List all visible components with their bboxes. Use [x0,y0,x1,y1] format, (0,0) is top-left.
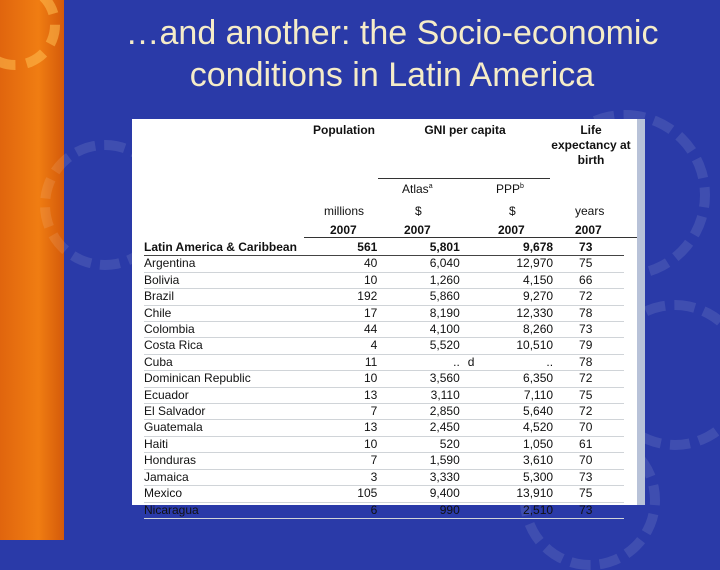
cell-note [468,404,488,420]
cell-ppp: .. [488,354,561,370]
cell-atlas: 990 [395,502,467,518]
cell-population: 561 [319,240,396,256]
cell-life: 75 [561,256,624,272]
cell-atlas: 520 [395,436,467,452]
atlas-note-marker: a [428,183,433,190]
cell-name: Ecuador [144,387,319,403]
cell-life: 79 [561,338,624,354]
cell-life: 75 [561,387,624,403]
cell-note [468,436,488,452]
table-edge-shadow [637,119,645,505]
cell-life: 73 [561,502,624,518]
cell-atlas: 4,100 [395,322,467,338]
table-row [144,322,624,338]
cell-atlas: 3,330 [395,469,467,485]
cell-atlas: 2,450 [395,420,467,436]
cell-life: 70 [561,420,624,436]
cell-name: Costa Rica [144,338,319,354]
cell-note [468,453,488,469]
table-row [144,502,624,518]
cell-atlas: 8,190 [395,305,467,321]
cell-ppp: 13,910 [488,486,561,502]
table-row [144,469,624,485]
cell-ppp: 9,270 [488,289,561,305]
unit-population: millions [324,204,365,218]
cell-atlas: 5,801 [395,240,467,256]
cell-name: El Salvador [144,404,319,420]
cell-note [468,486,488,502]
cell-life: 72 [561,404,624,420]
unit-atlas: $ [415,204,422,218]
cell-name: Argentina [144,256,319,272]
year-ppp: 2007 [498,223,525,237]
cell-name: Honduras [144,453,319,469]
table-row [144,256,624,272]
cell-ppp: 7,110 [488,387,561,403]
cell-life: 78 [561,305,624,321]
unit-ppp: $ [509,204,516,218]
table-row [144,354,624,370]
cell-life: 72 [561,371,624,387]
table-row [144,305,624,321]
year-atlas: 2007 [404,223,431,237]
table-row [144,387,624,403]
cell-population: 13 [319,387,396,403]
cell-population: 6 [319,502,396,518]
cell-population: 40 [319,256,396,272]
cell-atlas: 1,260 [395,272,467,288]
cell-atlas: 5,520 [395,338,467,354]
ppp-label: PPP [496,182,521,196]
cell-life: 73 [561,322,624,338]
cell-name: Dominican Republic [144,371,319,387]
cell-atlas: 3,110 [395,387,467,403]
header-gni-per-capita: GNI per capita [424,123,506,137]
cell-note: d [468,354,488,370]
cell-name: Haiti [144,436,319,452]
cell-atlas: 3,560 [395,371,467,387]
cell-life: 70 [561,453,624,469]
cell-name: Nicaragua [144,502,319,518]
table-row [144,338,624,354]
cell-population: 10 [319,272,396,288]
cell-population: 44 [319,322,396,338]
cell-name: Brazil [144,289,319,305]
cell-population: 13 [319,420,396,436]
cell-ppp: 3,610 [488,453,561,469]
cell-life: 73 [561,240,624,256]
title-line-1: …and another: the Socio-economic [125,14,659,52]
cell-population: 3 [319,469,396,485]
decorative-side-strip [0,0,64,540]
cell-note [468,289,488,305]
cell-note [468,387,488,403]
cell-name: Latin America & Caribbean [144,240,319,256]
cell-atlas: 6,040 [395,256,467,272]
atlas-label: Atlas [402,182,429,196]
cell-note [468,371,488,387]
cell-note [468,322,488,338]
subheader-ppp [496,182,524,196]
cell-life: 78 [561,354,624,370]
cell-note [468,272,488,288]
cell-population: 105 [319,486,396,502]
table-row [144,453,624,469]
cell-note [468,420,488,436]
cell-population: 7 [319,404,396,420]
cell-population: 10 [319,371,396,387]
cell-life: 61 [561,436,624,452]
year-population: 2007 [330,223,357,237]
table-row [144,404,624,420]
cell-ppp: 10,510 [488,338,561,354]
cell-ppp: 4,150 [488,272,561,288]
cell-name: Bolivia [144,272,319,288]
table-row [144,289,624,305]
cell-ppp: 1,050 [488,436,561,452]
cell-ppp: 8,260 [488,322,561,338]
cell-population: 11 [319,354,396,370]
cell-ppp: 12,330 [488,305,561,321]
cell-ppp: 9,678 [488,240,561,256]
table-row [144,371,624,387]
table-row [144,436,624,452]
header-life-expectancy: Life expectancy at birth [551,123,631,167]
cell-ppp: 5,640 [488,404,561,420]
cell-ppp: 4,520 [488,420,561,436]
cell-atlas: 5,860 [395,289,467,305]
header-rule [378,178,550,179]
cell-population: 4 [319,338,396,354]
cell-population: 192 [319,289,396,305]
data-table-image [132,119,637,517]
cell-ppp: 5,300 [488,469,561,485]
cell-atlas: 9,400 [395,486,467,502]
year-rule [304,237,637,238]
cell-note [468,240,488,256]
table-row [144,272,624,288]
cell-life: 73 [561,469,624,485]
year-life: 2007 [575,223,602,237]
header-population: Population [313,123,375,137]
cell-name: Jamaica [144,469,319,485]
cell-ppp: 2,510 [488,502,561,518]
cell-life: 72 [561,289,624,305]
cell-name: Mexico [144,486,319,502]
subheader-atlas [402,182,433,196]
slide-title [64,12,720,96]
cell-name: Guatemala [144,420,319,436]
cell-population: 10 [319,436,396,452]
table-row-aggregate [144,240,624,256]
cell-ppp: 6,350 [488,371,561,387]
cell-note [468,502,488,518]
cell-population: 17 [319,305,396,321]
cell-name: Cuba [144,354,319,370]
cell-ppp: 12,970 [488,256,561,272]
unit-life: years [575,204,605,218]
cell-life: 75 [561,486,624,502]
cell-name: Colombia [144,322,319,338]
cell-population: 7 [319,453,396,469]
cell-note [468,469,488,485]
cell-note [468,338,488,354]
cell-life: 66 [561,272,624,288]
country-table [144,240,624,519]
title-line-2: conditions in Latin America [189,56,595,94]
cell-note [468,305,488,321]
ppp-note-marker: b [520,183,524,190]
cell-atlas: .. [395,354,467,370]
cell-atlas: 2,850 [395,404,467,420]
table-row [144,486,624,502]
cell-note [468,256,488,272]
cell-name: Chile [144,305,319,321]
cell-atlas: 1,590 [395,453,467,469]
table-row [144,420,624,436]
